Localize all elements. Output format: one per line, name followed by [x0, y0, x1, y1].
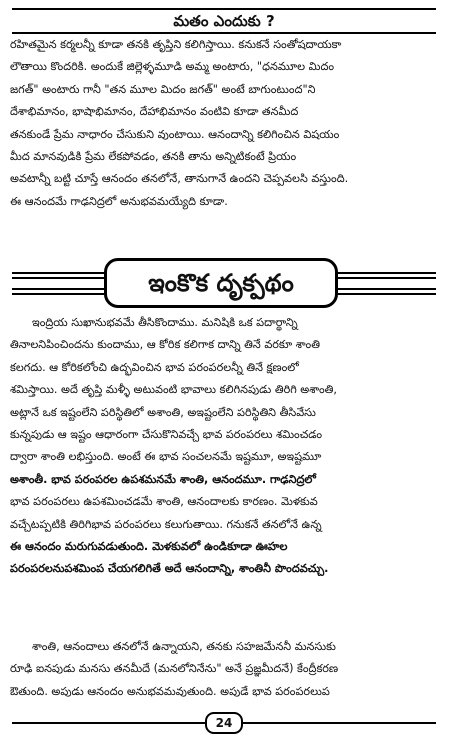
text-line: కలగదు. ఆ కోరికలోంచి ఉద్భవించిన భావ పరంపరలన్నీ తినే క్షణంలో — [10, 360, 299, 374]
text-line: జగత్" అంటారు గానీ "తన మూల మిదం జగత్" అంటే బాగుంటుంద"ని — [10, 82, 316, 96]
text-line: తనకుండే ప్రేమ నాధారం చేసుకుని వుంటాయి. ఆనందాన్ని కలిగించిన విషయం — [10, 127, 340, 141]
text-line: తినాలనిపించిందను కుందాము, ఆ కోరిక కలిగాక దాన్ని తినే వరకూ శాంతి — [10, 338, 320, 352]
text-line: మీద మానవుడికి ప్రేమ లేకపోవడం, తనకి తాను అన్నిటికంటే ప్రియం — [10, 150, 297, 164]
text-line: ఔతుంది. అపుడు ఆనందం అనుభవమవుతుంది. అపుడే భావ పరంపరలుప — [10, 684, 330, 698]
text-line: రహితమైన కర్మలన్నీ కూడా తనకి తృప్తిని కలిగిస్తాయి. కనుకనే సంతోషదాయకా — [10, 38, 342, 51]
section-heading-banner — [12, 258, 436, 308]
text-line: అట్లానే ఒక ఇష్టంలేని పరిస్థితిలో అశాంతి, అఇష్టంలేని పరిస్థితిని తీసివేసు — [10, 405, 316, 419]
text-line: దేశాభిమానం, భాషాభిమానం, దేహాభిమానం వంటివి కూడా తనమీద — [10, 105, 299, 119]
text-line: శాంతి, ఆనందాలు తనలోనే ఉన్నాయని, తనకు సహజమేననీ మనసుకు — [32, 640, 336, 653]
page-footer — [12, 712, 436, 734]
text-line: పరంపరలనుపశమింప చేయగలిగితే అదే ఆనందాన్ని, శాంతినీ పొందవచ్చు. — [10, 562, 329, 576]
paragraph-2 — [10, 312, 440, 581]
text-line: ద్వారా శాంతి లభిస్తుంది. అంటే ఈ భావ సంచలనమే ఇష్టమూ, అఇష్టమూ — [10, 450, 322, 464]
text-line: ఇంద్రియ సుఖానుభవమే తీసికొందాము. మనిషికి ఒక పదార్థాన్ని — [32, 316, 298, 329]
text-line: కున్నపుడు ఆ ఇష్టం ఆధారంగా చేసుకొనివచ్చే భావ పరంపరలు శమించడం — [10, 428, 322, 442]
paragraph-1 — [10, 34, 440, 213]
text-line: అవటాన్నీ బట్టి చూస్తే ఆనందం తనలోనే, తానుగానే ఉందని చెప్పవలసి వస్తుంది. — [10, 172, 349, 186]
running-head: మతం ఎందుకు ? — [12, 8, 436, 34]
text-line: శమిస్తాయి. అదే తృప్తి మళ్ళీ అటువంటి భావాలు కలిగినపుడు తిరిగి అశాంతి, — [10, 383, 337, 397]
section-title: ఇంకొక దృక్పథం — [104, 258, 338, 308]
text-line: ఈ ఆనందం మరుగువడుతుంది. మెళకువలో ఉండికూడా ఊహల — [10, 540, 288, 554]
page-number: 24 — [205, 712, 243, 734]
text-line: భావ పరంపరలు ఉపశమించడమే శాంతి, ఆనందాలకు కారణం. మెళకువ — [10, 495, 318, 509]
text-line: అశాంతీ. భావ పరంపరల ఉపశమనమే శాంతి, ఆనందమూ. గాఢనిద్రలో — [10, 472, 316, 486]
paragraph-3 — [10, 636, 440, 703]
text-line: రూఢి ఐనపుడు మనసు తనమీదే (మనలోనినేను" అనే ప్రజ్ఞమీదనే) కేంద్రీకరణ — [10, 662, 339, 676]
text-line: లౌతాయి కొందరికి. అందుకే జిల్లెళ్ళమూడి అమ్మ అంటారు, "ధనమూల మిదం — [10, 60, 335, 74]
text-line: వచ్చేటప్పటికి తిరిగిభావ పరంపరలు కలుగుతాయి. గనుకనే తనలోనే ఉన్న — [10, 517, 322, 531]
text-line: ఈ ఆనందమే గాఢనిద్రలో అనుభవమయ్యేది కూడా. — [10, 194, 228, 208]
